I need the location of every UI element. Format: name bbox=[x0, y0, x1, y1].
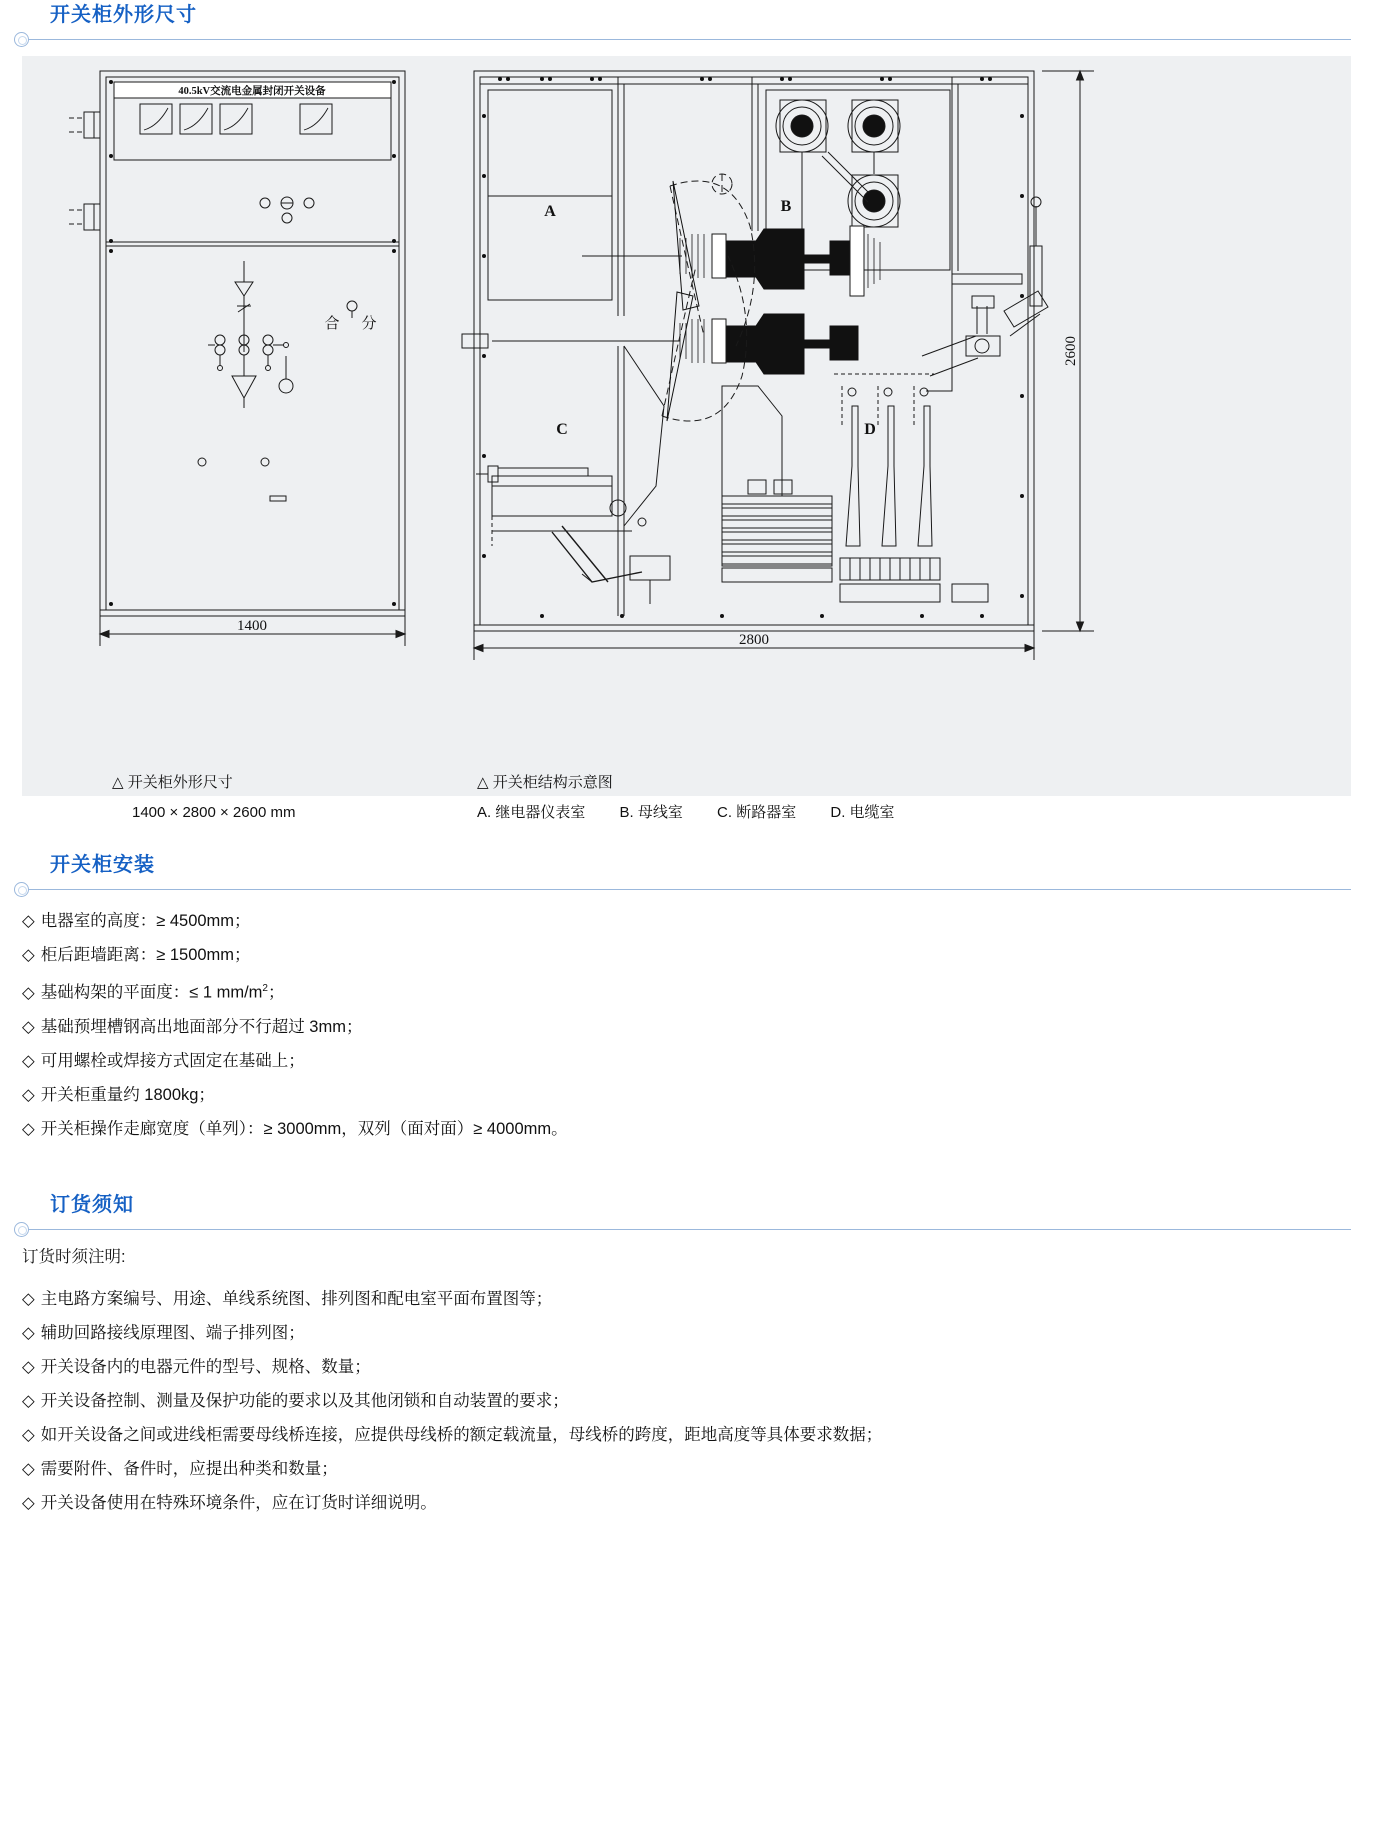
diamond-bullet-icon: ◇ bbox=[22, 1357, 35, 1376]
list-item-text: 开关设备控制、测量及保护功能的要求以及其他闭锁和自动装置的要求； bbox=[40, 1391, 569, 1410]
section-header-dimensions bbox=[0, 0, 1373, 46]
legend-item-d: D. 电缆室 bbox=[830, 804, 895, 821]
caption-left-line2: 1400 × 2800 × 2600 mm bbox=[132, 804, 296, 821]
list-item bbox=[22, 1282, 1351, 1316]
diamond-bullet-icon: ◇ bbox=[22, 1323, 35, 1342]
section-header-installation bbox=[0, 850, 1373, 896]
legend-item-b: B. 母线室 bbox=[619, 804, 683, 821]
list-item bbox=[22, 1316, 1351, 1350]
list-item-text: 基础预埋槽钢高出地面部分不行超过 3mm； bbox=[40, 1017, 363, 1036]
list-item-superscript: 2 bbox=[262, 983, 268, 994]
caption-right-line1: △ 开关柜结构示意图 bbox=[477, 774, 613, 791]
dimension-depth: 2800 bbox=[739, 632, 769, 648]
list-item-text: 主电路方案编号、用途、单线系统图、排列图和配电室平面布置图等； bbox=[40, 1289, 553, 1308]
list-item-text: 开关设备内的电器元件的型号、规格、数量； bbox=[40, 1357, 371, 1376]
diamond-bullet-icon: ◇ bbox=[22, 1391, 35, 1410]
dimension-width: 1400 bbox=[237, 618, 267, 634]
ordering-list bbox=[22, 1282, 1351, 1520]
list-item-text: 电器室的高度：≥ 4500mm； bbox=[40, 912, 251, 930]
list-item-text: 基础构架的平面度：≤ 1 mm/m bbox=[40, 983, 263, 1002]
diamond-bullet-icon: ◇ bbox=[22, 983, 35, 1002]
label-compartment-a: A bbox=[544, 203, 556, 220]
legend-item-c: C. 断路器室 bbox=[717, 804, 797, 821]
section-header-ordering bbox=[0, 1190, 1373, 1236]
technical-drawing bbox=[22, 56, 1351, 796]
list-item-tail: ； bbox=[267, 983, 285, 1002]
label-compartment-d: D bbox=[864, 421, 876, 438]
diamond-bullet-icon: ◇ bbox=[22, 1085, 35, 1104]
list-item-text: 辅助回路接线原理图、端子排列图； bbox=[40, 1323, 305, 1342]
caption-left-line1: △ 开关柜外形尺寸 bbox=[112, 774, 233, 791]
diamond-bullet-icon: ◇ bbox=[22, 1051, 35, 1070]
list-item bbox=[22, 1010, 1351, 1044]
ordering-intro: 订货时须注明: bbox=[22, 1247, 126, 1266]
list-item-text: 开关柜重量约 1800kg； bbox=[40, 1085, 215, 1104]
diamond-bullet-icon: ◇ bbox=[22, 946, 35, 964]
diamond-bullet-icon: ◇ bbox=[22, 1425, 35, 1444]
bullet-ring-icon bbox=[14, 32, 29, 47]
section-title: 订货须知 bbox=[50, 1193, 134, 1216]
list-item bbox=[22, 938, 1351, 972]
list-item bbox=[22, 1078, 1351, 1112]
list-item-text: 可用螺栓或焊接方式固定在基础上； bbox=[40, 1051, 305, 1070]
list-item-text: 柜后距墙距离：≥ 1500mm； bbox=[40, 946, 251, 964]
section-title: 开关柜外形尺寸 bbox=[50, 4, 197, 26]
svg-text:40.5kV交流电金属封闭开关设备: 40.5kV交流电金属封闭开关设备 bbox=[178, 86, 326, 97]
installation-list bbox=[22, 904, 1351, 1146]
bullet-ring-icon bbox=[14, 1222, 29, 1237]
label-compartment-b: B bbox=[780, 198, 792, 215]
list-item-text: 开关柜操作走廊宽度（单列）：≥ 3000mm，双列（面对面）≥ 4000mm。 bbox=[40, 1119, 568, 1138]
list-item bbox=[22, 904, 1351, 938]
diamond-bullet-icon: ◇ bbox=[22, 1119, 35, 1138]
section-title: 开关柜安装 bbox=[50, 854, 155, 876]
list-item bbox=[22, 1384, 1351, 1418]
label-switch-on: 合 bbox=[324, 316, 340, 332]
diamond-bullet-icon: ◇ bbox=[22, 1459, 35, 1478]
legend-item-a: A. 继电器仪表室 bbox=[477, 804, 586, 821]
list-item bbox=[22, 1418, 1351, 1452]
diamond-bullet-icon: ◇ bbox=[22, 1289, 35, 1308]
list-item bbox=[22, 972, 1351, 1010]
section-divider bbox=[22, 889, 1351, 890]
list-item bbox=[22, 1112, 1351, 1146]
dimension-height: 2600 bbox=[1063, 336, 1079, 366]
label-compartment-c: C bbox=[556, 421, 568, 438]
diamond-bullet-icon: ◇ bbox=[22, 1493, 35, 1512]
diamond-bullet-icon: ◇ bbox=[22, 912, 35, 930]
label-switch-off: 分 bbox=[361, 316, 377, 332]
section-divider bbox=[22, 39, 1351, 40]
list-item-text: 需要附件、备件时，应提出种类和数量； bbox=[40, 1459, 338, 1478]
list-item bbox=[22, 1452, 1351, 1486]
list-item bbox=[22, 1350, 1351, 1384]
diamond-bullet-icon: ◇ bbox=[22, 1017, 35, 1036]
list-item bbox=[22, 1044, 1351, 1078]
list-item-text: 如开关设备之间或进线柜需要母线桥连接，应提供母线桥的额定载流量，母线桥的跨度，距地高度等具体要求数据； bbox=[40, 1425, 883, 1444]
bullet-ring-icon bbox=[14, 882, 29, 897]
list-item bbox=[22, 1486, 1351, 1520]
drawing-panel bbox=[22, 56, 1351, 821]
section-divider bbox=[22, 1229, 1351, 1230]
list-item-text: 开关设备使用在特殊环境条件，应在订货时详细说明。 bbox=[40, 1493, 437, 1512]
